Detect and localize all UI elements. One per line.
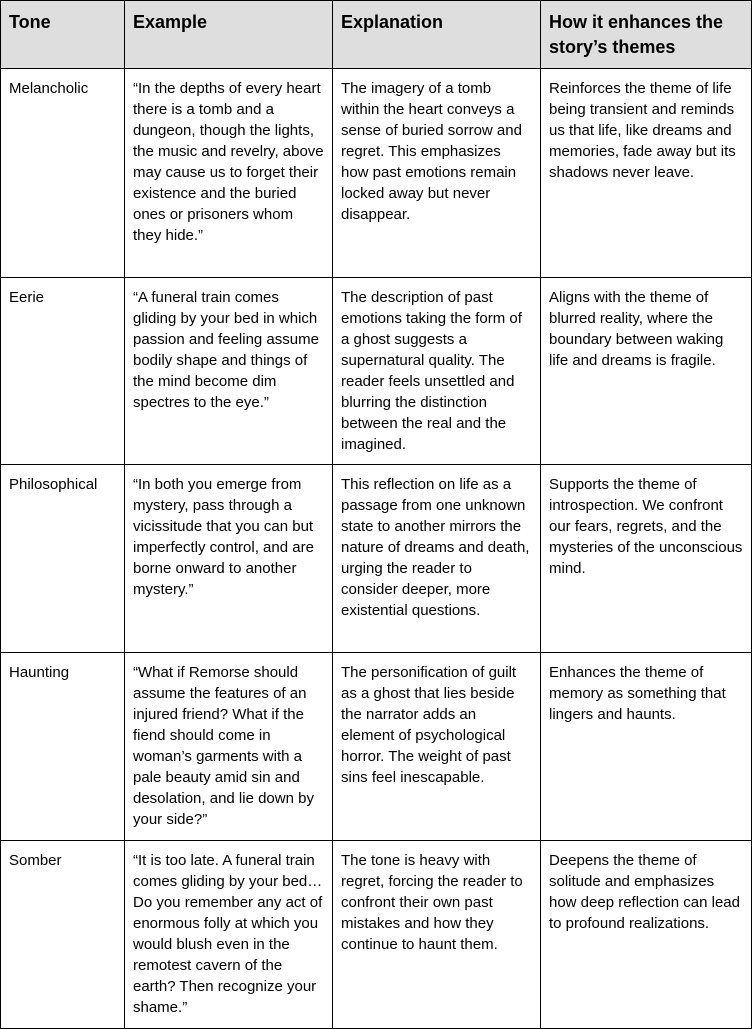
table-header-row [1,1,752,69]
cell-explanation: This reflection on life as a passage from one unknown state to another mirrors the nature of dreams and death, urging the reader to consider deeper, more existential questions. [333,465,541,653]
header-enhancement: How it enhances the story’s themes [541,1,752,69]
cell-enhancement: Aligns with the theme of blurred reality, where the boundary between waking life and dreams is fragile. [541,278,752,465]
cell-tone: Melancholic [1,69,125,278]
table-row [1,278,752,465]
cell-example: “It is too late. A funeral train comes gliding by your bed…Do you remember any act of enormous folly at which you would blush even in the remotest cavern of the earth? Then recognize your shame.” [125,841,333,1029]
cell-example: “A funeral train comes gliding by your bed in which passion and feeling assume bodily shape and things of the mind become dim spectres to the eye.” [125,278,333,465]
cell-explanation: The description of past emotions taking the form of a ghost suggests a supernatural quality. The reader feels unsettled and blurring the distinction between the real and the imagined. [333,278,541,465]
cell-enhancement: Reinforces the theme of life being transient and reminds us that life, like dreams and memories, fade away but its shadows never leave. [541,69,752,278]
cell-example: “What if Remorse should assume the features of an injured friend? What if the fiend should come in woman’s garments with a pale beauty amid sin and desolation, and lie down by your side?” [125,653,333,841]
cell-tone: Philosophical [1,465,125,653]
cell-tone: Eerie [1,278,125,465]
cell-explanation: The imagery of a tomb within the heart conveys a sense of buried sorrow and regret. This emphasizes how past emotions remain locked away but never disappear. [333,69,541,278]
cell-explanation: The tone is heavy with regret, forcing the reader to confront their own past mistakes and how they continue to haunt them. [333,841,541,1029]
header-tone: Tone [1,1,125,69]
cell-tone: Haunting [1,653,125,841]
cell-enhancement: Enhances the theme of memory as something that lingers and haunts. [541,653,752,841]
table-row [1,69,752,278]
table-row [1,465,752,653]
cell-example: “In the depths of every heart there is a tomb and a dungeon, though the lights, the music and revelry, above may cause us to forget their existence and the buried ones or prisoners whom they hide.” [125,69,333,278]
table-row [1,841,752,1029]
cell-enhancement: Supports the theme of introspection. We confront our fears, regrets, and the mysteries of the unconscious mind. [541,465,752,653]
cell-explanation: The personification of guilt as a ghost that lies beside the narrator adds an element of psychological horror. The weight of past sins feel inescapable. [333,653,541,841]
table-row [1,653,752,841]
cell-example: “In both you emerge from mystery, pass through a vicissitude that you can but imperfectly control, and are borne onward to another mystery.” [125,465,333,653]
cell-tone: Somber [1,841,125,1029]
header-explanation: Explanation [333,1,541,69]
cell-enhancement: Deepens the theme of solitude and emphasizes how deep reflection can lead to profound realizations. [541,841,752,1029]
header-example: Example [125,1,333,69]
